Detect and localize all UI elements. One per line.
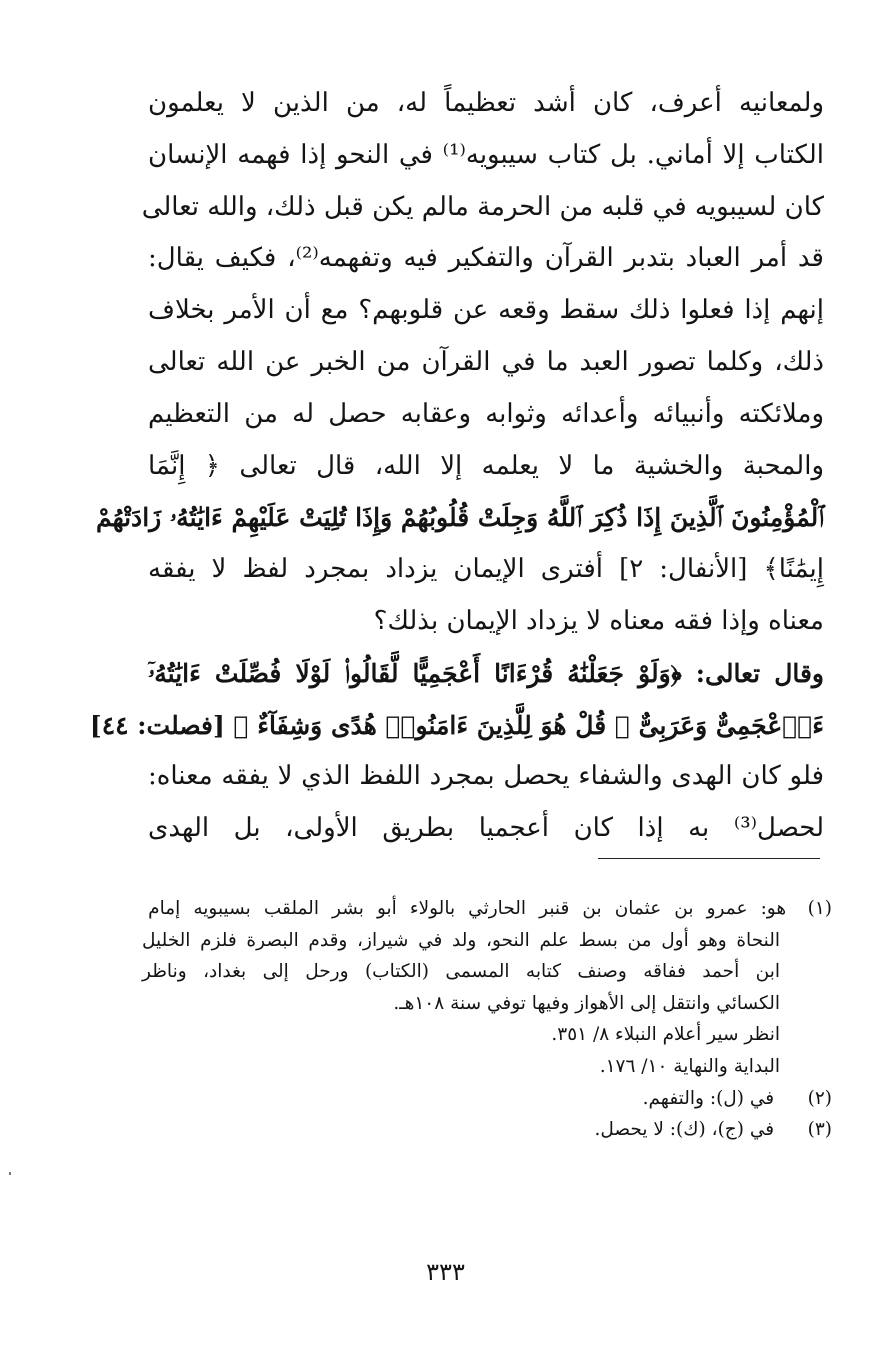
scan-speck bbox=[9, 1172, 11, 1175]
footnote-1-number: (١) bbox=[807, 898, 832, 919]
text-line-2: الكتاب إلا أماني. بل كتاب سيبويه⁽¹⁾ في النحو إذا فهمه الإنسان bbox=[148, 139, 825, 170]
quran-verse-line-2: وقال تعالى: ﴿وَلَوْ جَعَلْنَٰهُ قُرْءَانًا أَعْجَمِيًّا لَّقَالُوا۟ لَوْلَا فُصِّلَتْ ءَايَٰتُهُۥٓ bbox=[148, 658, 824, 688]
text-line-4: قد أمر العباد بتدبر القرآن والتفكير فيه وتفهمه⁽²⁾، فكيف يقال: bbox=[148, 243, 824, 274]
text-line-7: وملائكته وأنبيائه وأعدائه وثوابه وعقابه حصل له من التعظيم bbox=[148, 398, 824, 429]
quran-verse-line-3: ءَا۬عْجَمِىٌّ وَعَرَبِىٌّ ۗ قُلْ هُوَ لِلَّذِينَ ءَامَنُوا۟ هُدًى وَشِفَآءٌ ﴾ [فصلت: ٤٤] bbox=[89, 710, 824, 740]
footnote-3-number: (٣) bbox=[807, 1119, 832, 1141]
footnote-1-reference-1: انظر سير أعلام النبلاء ٨/ ٣٥١. bbox=[551, 1024, 780, 1046]
footnote-1-line-2: النحاة وهو أول من بسط علم النحو، ولد في شيراز، وقدم البصرة فلزم الخليل bbox=[142, 929, 780, 951]
footnote-1-line-4: الكسائي وانتقل إلى الأهواز وفيها توفي سنة ١٠٨هـ. bbox=[393, 992, 780, 1014]
footnote-divider bbox=[598, 858, 820, 859]
text-line-6: ذلك، وكلما تصور العبد ما في القرآن من الخبر عن الله تعالى bbox=[148, 346, 824, 377]
footnotes-section bbox=[142, 893, 832, 1146]
footnote-1-reference-2: البداية والنهاية ١٠/ ١٧٦. bbox=[599, 1055, 780, 1077]
text-line-11: معناه وإذا فقه معناه لا يزداد الإيمان بذلك؟ bbox=[373, 605, 824, 636]
footnote-1-line-3: ابن أحمد ففاقه وصنف كتابه المسمى (الكتاب) ورحل إلى بغداد، وناظر bbox=[142, 961, 780, 983]
text-line-8: والمحبة والخشية ما لا يعلمه إلا الله، قال تعالى ﴿ إِنَّمَا bbox=[148, 450, 824, 481]
footnote-2-number: (٢) bbox=[807, 1087, 832, 1109]
footnote-2-text: في (ل): والتفهم. bbox=[642, 1087, 775, 1109]
footnote-1 bbox=[142, 893, 832, 925]
text-line-5: إنهم إذا فعلوا ذلك سقط وقعه عن قلوبهم؟ مع أن الأمر بخلاف bbox=[148, 295, 824, 326]
quran-verse-line-1: ٱلْمُؤْمِنُونَ ٱلَّذِينَ إِذَا ذُكِرَ ٱللَّهُ وَجِلَتْ قُلُوبُهُمْ وَإِذَا تُلِيَتْ عَلَيْهِمْ ءَايَٰتُهُۥ زَادَتْهُمْ bbox=[95, 503, 824, 533]
text-line-3: كان لسيبويه في قلبه من الحرمة مالم يكن قبل ذلك، والله تعالى bbox=[141, 191, 824, 222]
text-line-1: ولمعانيه أعرف، كان أشد تعظيماً له، من الذين لا يعلمون bbox=[148, 88, 824, 118]
text-line-14: فلو كان الهدى والشفاء يحصل بمجرد اللفظ الذي لا يفقه معناه: bbox=[148, 761, 825, 792]
main-text-body bbox=[89, 78, 825, 855]
footnote-1-first-line: هو: عمرو بن عثمان بن قنبر الحارثي بالولاء أبو بشر الملقب بسيبويه إمام bbox=[148, 898, 787, 919]
footnote-2 bbox=[142, 1083, 832, 1115]
footnote-3 bbox=[142, 1114, 832, 1146]
footnote-3-text: في (ج)، (ك): لا يحصل. bbox=[594, 1119, 775, 1141]
text-line-10: إِيمَٰنًا﴾ [الأنفال: ٢] أفترى الإيمان يزداد بمجرد لفظ لا يفقه bbox=[148, 554, 824, 585]
text-line-15: لحصل⁽³⁾ به إذا كان أعجميا بطريق الأولى، بل الهدى bbox=[148, 813, 824, 844]
page-number: ٣٣٣ bbox=[426, 1258, 465, 1286]
